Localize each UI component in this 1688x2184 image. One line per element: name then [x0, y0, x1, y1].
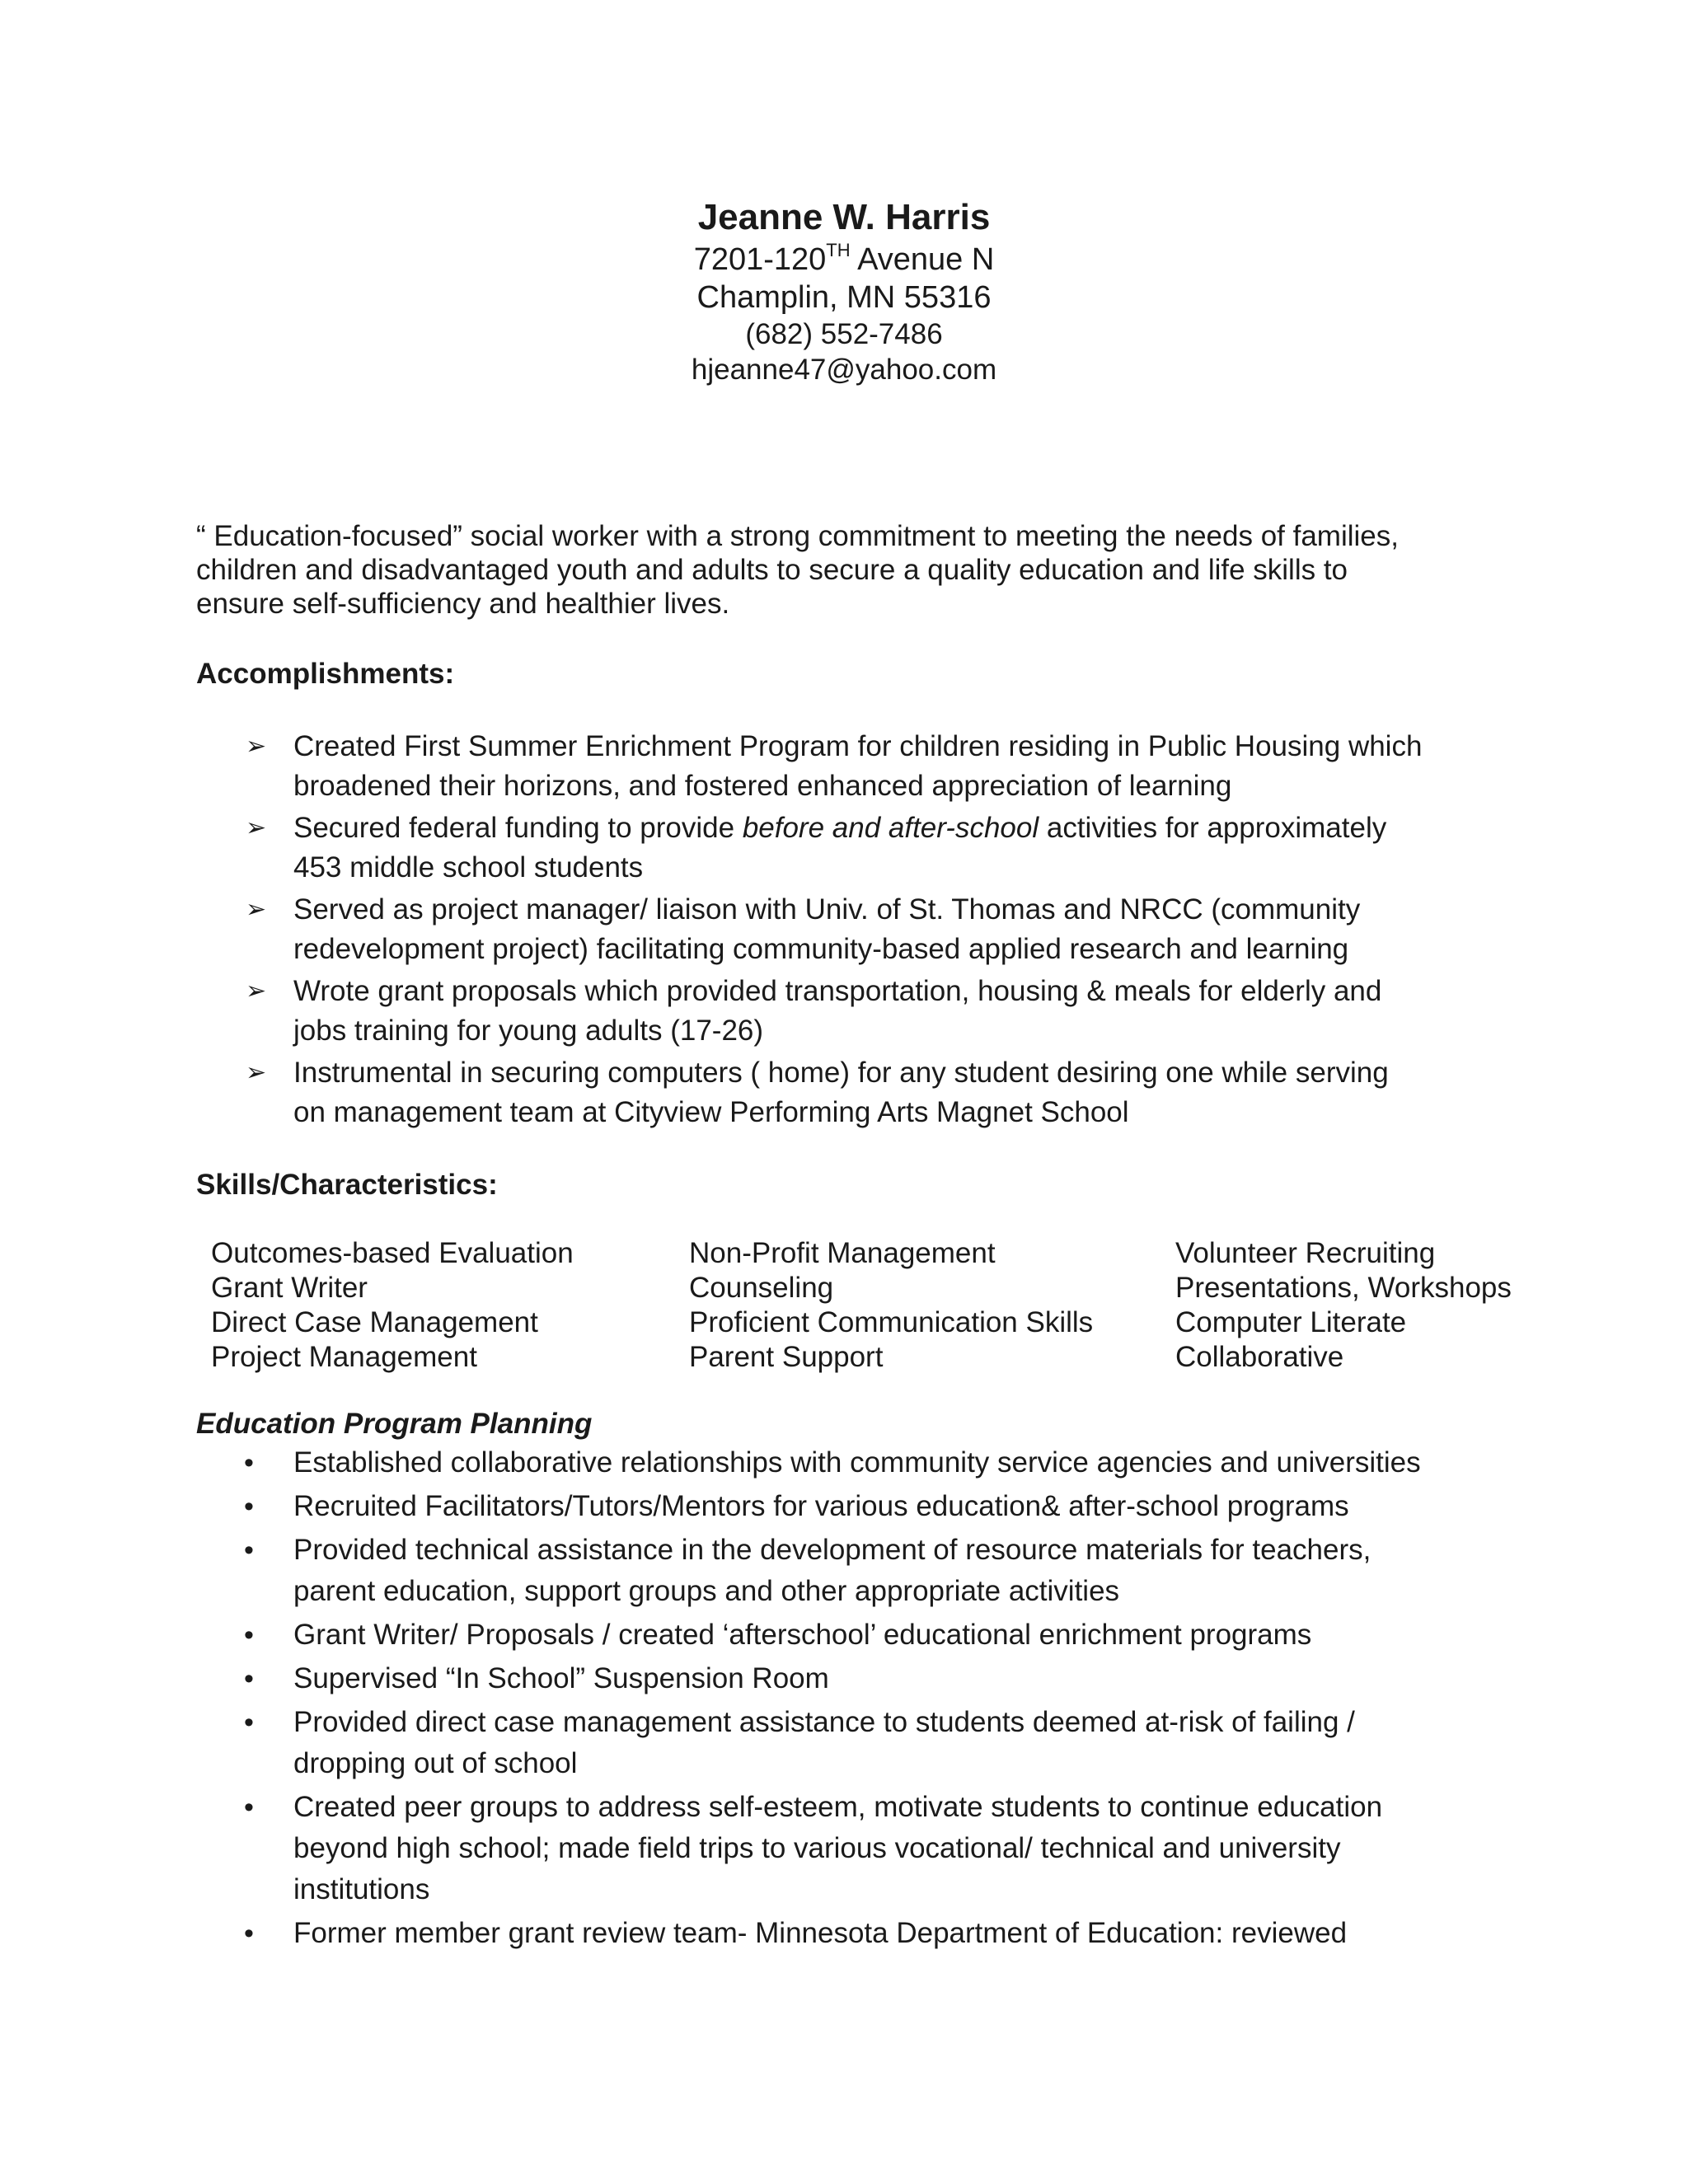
item-line: parent education, support groups and other appropriate activities — [293, 1575, 1120, 1607]
item-line: beyond high school; made field trips to various vocational/ technical and university — [293, 1832, 1341, 1864]
item-line: Wrote grant proposals which provided transportation, housing & meals for elderly and — [293, 975, 1382, 1007]
applicant-name: Jeanne W. Harris — [697, 197, 991, 237]
skills-heading: Skills/Characteristics: — [196, 1169, 498, 1201]
summary-line: children and disadvantaged youth and adults to secure a quality education and life skills to — [196, 554, 1348, 586]
item-line — [293, 808, 1548, 848]
item-line: Grant Writer/ Proposals / created ‘afterschool’ educational enrichment programs — [293, 1619, 1312, 1651]
skill-item: Counseling — [689, 1272, 834, 1304]
item-line: Supervised “In School” Suspension Room — [293, 1662, 829, 1694]
city-state-zip: Champlin, MN 55316 — [696, 280, 992, 315]
list-item — [196, 1442, 1548, 1483]
list-item — [196, 1787, 1548, 1910]
list-item — [196, 808, 1548, 888]
contact-header — [0, 194, 1688, 387]
item-text: Secured federal funding to provide — [293, 812, 743, 844]
street-address — [0, 241, 1688, 279]
item-line: Created peer groups to address self-esteem, motivate students to continue education — [293, 1791, 1383, 1823]
list-item — [196, 972, 1548, 1051]
list-item — [196, 1615, 1548, 1656]
list-item — [196, 890, 1548, 969]
list-item — [196, 1486, 1548, 1527]
bullet-icon: • — [244, 1491, 254, 1522]
email-address: hjeanne47@yahoo.com — [691, 354, 997, 386]
item-line: Provided direct case management assistance to students deemed at-risk of failing / — [293, 1706, 1355, 1738]
arrow-bullet-icon: ➢ — [246, 977, 267, 1005]
skill-item: Proficient Communication Skills — [689, 1306, 1094, 1338]
summary-line: “ Education-focused” social worker with a strong commitment to meeting the needs of families, — [196, 520, 1399, 552]
skills-column — [689, 1236, 1093, 1375]
item-line: Instrumental in securing computers ( home) for any student desiring one while serving — [293, 1057, 1389, 1089]
item-line: Recruited Facilitators/Tutors/Mentors for various education& after-school programs — [293, 1490, 1349, 1522]
item-line: redevelopment project) facilitating community-based applied research and learning — [293, 933, 1349, 965]
bullet-icon: • — [244, 1707, 254, 1738]
list-item — [196, 1530, 1548, 1612]
item-line: broadened their horizons, and fostered enhanced appreciation of learning — [293, 770, 1232, 802]
item-line: on management team at Cityview Performing Arts Magnet School — [293, 1096, 1129, 1128]
skill-item: Collaborative — [1175, 1341, 1344, 1373]
item-line: Former member grant review team- Minnesota Department of Education: reviewed — [293, 1917, 1348, 1949]
bullet-icon: • — [244, 1918, 254, 1949]
accomplishments-list — [196, 727, 1548, 1135]
item-line: Created First Summer Enrichment Program for children residing in Public Housing which — [293, 730, 1423, 762]
skill-item: Grant Writer — [211, 1272, 368, 1304]
bullet-icon: • — [244, 1663, 254, 1694]
professional-summary — [196, 519, 1548, 621]
list-item — [196, 727, 1548, 806]
education-heading: Education Program Planning — [196, 1408, 593, 1440]
skills-column — [211, 1236, 574, 1375]
skills-column — [1175, 1236, 1512, 1375]
bullet-icon: • — [244, 1447, 254, 1479]
education-list — [196, 1442, 1548, 1957]
item-text: activities for approximately — [1039, 812, 1387, 844]
item-line: jobs training for young adults (17-26) — [293, 1015, 764, 1047]
skill-item: Non-Profit Management — [689, 1237, 996, 1269]
item-emphasis: before and after-school — [742, 812, 1039, 844]
arrow-bullet-icon: ➢ — [246, 896, 267, 923]
phone-number: (682) 552-7486 — [745, 318, 943, 350]
list-item — [196, 1913, 1548, 1954]
item-line: 453 middle school students — [293, 851, 644, 883]
bullet-icon: • — [244, 1619, 254, 1651]
list-item — [196, 1053, 1548, 1132]
skill-item: Project Management — [211, 1341, 477, 1373]
item-line: institutions — [293, 1873, 430, 1905]
item-line: Served as project manager/ liaison with Univ. of St. Thomas and NRCC (community — [293, 893, 1361, 926]
list-item — [196, 1658, 1548, 1699]
arrow-bullet-icon: ➢ — [246, 814, 267, 841]
bullet-icon: • — [244, 1535, 254, 1566]
skill-item: Computer Literate — [1175, 1306, 1407, 1338]
arrow-bullet-icon: ➢ — [246, 1059, 267, 1086]
address-number: 7201-120 — [693, 242, 827, 277]
accomplishments-heading: Accomplishments: — [196, 658, 455, 690]
skill-item: Presentations, Workshops — [1175, 1272, 1512, 1304]
skill-item: Outcomes-based Evaluation — [211, 1237, 574, 1269]
item-line: Established collaborative relationships with community service agencies and universities — [293, 1446, 1421, 1479]
skill-item: Direct Case Management — [211, 1306, 538, 1338]
skill-item: Parent Support — [689, 1341, 884, 1373]
list-item — [196, 1702, 1548, 1784]
arrow-bullet-icon: ➢ — [246, 733, 267, 760]
item-line: dropping out of school — [293, 1747, 578, 1779]
address-superscript: TH — [826, 240, 851, 260]
skill-item: Volunteer Recruiting — [1175, 1237, 1436, 1269]
address-street: Avenue N — [850, 242, 995, 277]
item-line: Provided technical assistance in the development of resource materials for teachers, — [293, 1534, 1372, 1566]
summary-line: ensure self-sufficiency and healthier lives. — [196, 588, 730, 620]
bullet-icon: • — [244, 1792, 254, 1823]
